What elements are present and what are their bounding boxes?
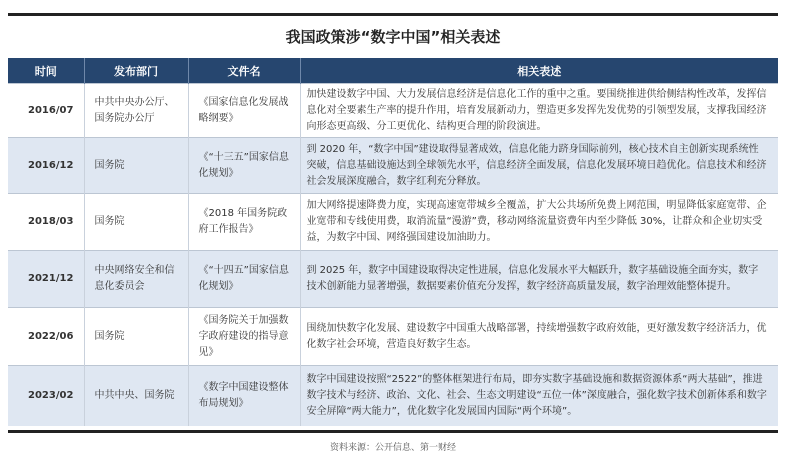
cell-dept: 中共中央办公厅、国务院办公厅 — [84, 84, 188, 138]
cell-doc: 《数字中国建设整体布局规划》 — [188, 366, 300, 426]
header-doc: 文件名 — [188, 58, 300, 84]
header-dept: 发布部门 — [84, 58, 188, 84]
top-rule — [8, 13, 778, 16]
table-title: 我国政策涉“数字中国”相关表述 — [285, 28, 501, 46]
table-row — [8, 138, 778, 194]
table-row — [8, 308, 778, 366]
header-time: 时间 — [8, 58, 84, 84]
header-desc: 相关表述 — [300, 58, 778, 84]
cell-dept: 国务院 — [84, 138, 188, 194]
cell-dept: 中共中央、国务院 — [84, 366, 188, 426]
header-row — [8, 58, 778, 84]
bottom-rule — [8, 430, 778, 433]
cell-desc: 到 2020 年，“数字中国”建设取得显著成效，信息化能力跻身国际前列，核心技术自主创新实现系统性突破，信息基础设施达到全球领先水平，信息经济全面发展，信息化发展环境日趋优化。信息技术和经济社会发展深度融合，数字红利充分释放。 — [300, 138, 778, 194]
cell-time: 2016/07 — [8, 84, 84, 138]
cell-desc: 围绕加快数字化发展、建设数字中国重大战略部署，持续增强数字政府效能，更好激发数字经济活力，优化数字社会环境，营造良好数字生态。 — [300, 308, 778, 366]
cell-doc: 《国务院关于加强数字政府建设的指导意见》 — [188, 308, 300, 366]
cell-time: 2022/06 — [8, 308, 84, 366]
table-row — [8, 366, 778, 426]
cell-dept: 中央网络安全和信息化委员会 — [84, 251, 188, 308]
cell-dept: 国务院 — [84, 194, 188, 251]
cell-doc: 《“十三五”国家信息化规划》 — [188, 138, 300, 194]
cell-time: 2018/03 — [8, 194, 84, 251]
cell-desc: 加快建设数字中国、大力发展信息经济是信息化工作的重中之重。要围绕推进供给侧结构性改革，发挥信息化对全要素生产率的提升作用，培育发展新动力，塑造更多发挥先发优势的引领型发展，支撑我国经济向形态更高级、分工更优化、结构更合理的阶段演进。 — [300, 84, 778, 138]
cell-doc: 《2018 年国务院政府工作报告》 — [188, 194, 300, 251]
cell-doc: 《国家信息化发展战略纲要》 — [188, 84, 300, 138]
cell-doc: 《“十四五”国家信息化规划》 — [188, 251, 300, 308]
cell-desc: 数字中国建设按照“2522”的整体框架进行布局，即夯实数字基础设施和数据资源体系“两大基础”，推进数字技术与经济、政治、文化、社会、生态文明建设“五位一体”深度融合，强化数字技术创新体系和数字安全屏障“两大能力”，优化数字化发展国内国际“两个环境”。 — [300, 366, 778, 426]
table-row — [8, 84, 778, 138]
source-note: 资料来源：公开信息、第一财经 — [329, 443, 456, 453]
policy-table — [8, 58, 778, 426]
cell-dept: 国务院 — [84, 308, 188, 366]
cell-time: 2016/12 — [8, 138, 84, 194]
cell-desc: 到 2025 年，数字中国建设取得决定性进展，信息化发展水平大幅跃升，数字基础设施全面夯实，数字技术创新能力显著增强，数据要素价值充分发挥，数字经济高质量发展，数字治理效能整体提升。 — [300, 251, 778, 308]
cell-time: 2021/12 — [8, 251, 84, 308]
table-row — [8, 194, 778, 251]
cell-time: 2023/02 — [8, 366, 84, 426]
cell-desc: 加大网络提速降费力度，实现高速宽带城乡全覆盖，扩大公共场所免费上网范围，明显降低家庭宽带、企业宽带和专线使用费，取消流量“漫游”费，移动网络流量资费年内至少降低 30%，让群众和企业切实受益，为数字中国、网络强国建设加油助力。 — [300, 194, 778, 251]
table-row — [8, 251, 778, 308]
